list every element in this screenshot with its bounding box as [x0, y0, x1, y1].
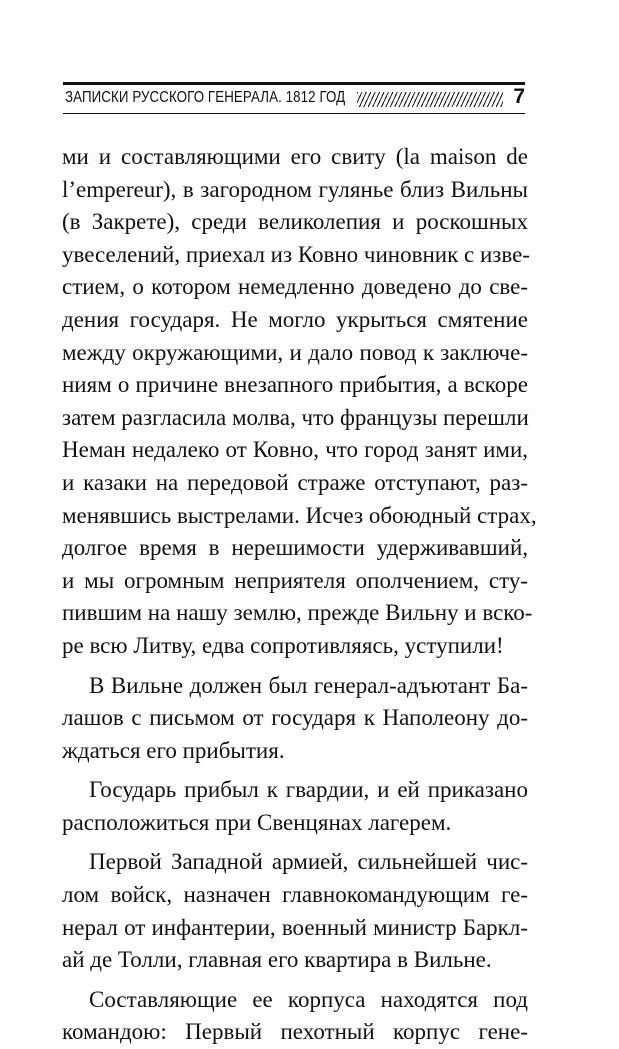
running-header	[63, 78, 525, 118]
text-line: расположиться при Свенцянах лагерем.	[62, 809, 452, 835]
paragraph	[62, 774, 528, 839]
text-line: Составляющие ее корпуса находятся под	[89, 986, 528, 1012]
paragraph-gap	[62, 663, 528, 670]
header-top-rule	[63, 82, 525, 85]
text-line: и мы огромным неприятеля ополчением, сту-	[62, 567, 528, 593]
text-line: лашов с письмом от государя к Наполеону до-	[62, 705, 528, 731]
text-line: нерал от инфантерии, военный министр Баркл-	[62, 914, 528, 940]
header-hatch-ornament	[357, 92, 503, 107]
text-line: увеселений, приехал из Ковно чиновник с изве-	[62, 241, 530, 267]
text-line: Неман недалеко от Ковно, что город занят ими,	[62, 437, 528, 463]
text-line: ждаться его прибытия.	[62, 737, 285, 763]
text-line: командою: Первый пехотный корпус гене-	[62, 1019, 528, 1045]
paragraph	[62, 984, 528, 1049]
text-line: стием, о котором немедленно доведено до све-	[62, 274, 528, 300]
text-line: затем разгласила молва, что французы перешли	[62, 404, 529, 430]
text-line: ре всю Литву, едва сопротивляясь, уступили!	[62, 632, 504, 658]
text-line: В Вильне должен был генерал-адъютант Ба-	[89, 672, 528, 698]
text-line: и казаки на передовой страже отступают, раз-	[62, 469, 528, 495]
text-line: Первой Западной армией, сильнейшей чис-	[89, 849, 528, 875]
text-line: l’empereur), в загородном гулянье близ Вильны	[62, 176, 528, 202]
body-text	[62, 141, 537, 1049]
text-line: менявшись выстрелами. Исчез обоюдный страх,	[62, 502, 537, 528]
text-line: ниям о причине внезапного прибытия, а вскоре	[62, 372, 528, 398]
paragraph	[62, 670, 528, 768]
text-line: Государь прибыл к гвардии, и ей приказано	[89, 777, 528, 803]
paragraph	[62, 846, 528, 976]
text-line: лом войск, назначен главнокомандующим ге-	[62, 882, 528, 908]
paragraph-gap	[62, 767, 528, 774]
running-title: ЗАПИСКИ РУССКОГО ГЕНЕРАЛА. 1812 ГОД	[65, 89, 346, 106]
paragraph	[62, 141, 537, 663]
paragraph-gap	[62, 839, 528, 846]
text-line: долгое время в нерешимости удерживавший,	[62, 535, 528, 561]
text-line: (в Закрете), среди великолепия и роскошных	[62, 209, 528, 235]
text-line: дения государя. Не могло укрыться смятение	[62, 306, 528, 332]
text-line: ми и составляющими его свиту (la maison de	[62, 144, 528, 169]
paragraph-gap	[62, 977, 528, 984]
header-bottom-rule	[63, 113, 525, 114]
text-line: ай де Толли, главная его квартира в Вильне.	[62, 947, 492, 973]
text-line: между окружающими, и дало повод к заключе-	[62, 339, 528, 365]
text-line: пившим на нашу землю, прежде Вильну и вско-	[62, 600, 533, 626]
page-number: 7	[513, 85, 525, 108]
